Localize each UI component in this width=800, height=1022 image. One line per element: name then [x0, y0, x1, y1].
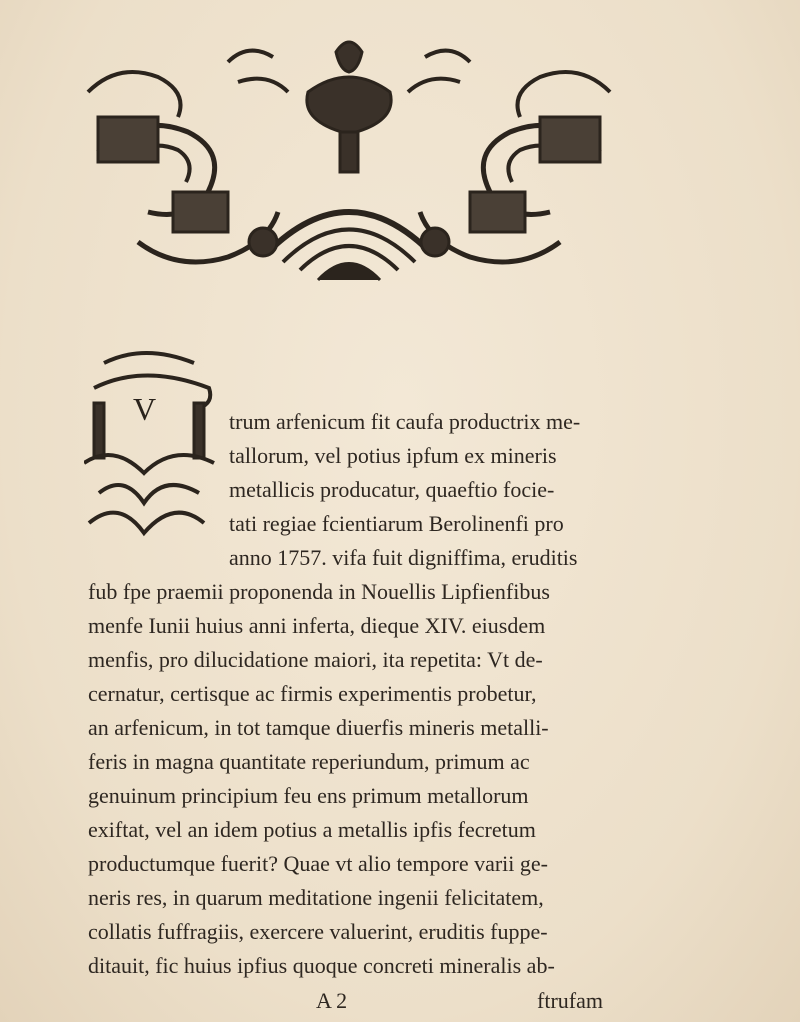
text-line: trum arfenicum fit caufa productrix me- — [229, 409, 581, 434]
text-line: collatis fuffragiis, exercere valuerint, eruditis fuppe- — [88, 919, 548, 944]
text-line: exiftat, vel an idem potius a metallis ipfis fecretum — [88, 817, 536, 842]
text-line: fub fpe praemii proponenda in Nouellis Lipfienfibus — [88, 579, 550, 604]
drop-cap-letter: V — [133, 391, 157, 427]
text-line: genuinum principium feu ens primum metallorum — [88, 783, 529, 808]
text-line: tati regiae fcientiarum Berolinenfi pro — [229, 511, 564, 536]
catchword: ftrufam — [537, 988, 603, 1013]
text-line: menfis, pro dilucidatione maiori, ita repetita: Vt de- — [88, 647, 543, 672]
drop-cap-ornament — [84, 333, 224, 558]
text-line: anno 1757. vifa fuit digniffima, eruditis — [229, 545, 578, 570]
text-line: neris res, in quarum meditatione ingenii felicitatem, — [88, 885, 544, 910]
text-line: tallorum, vel potius ipfum ex mineris — [229, 443, 557, 468]
text-line: an arfenicum, in tot tamque diuerfis mineris metalli- — [88, 715, 549, 740]
text-line: ditauit, fic huius ipfius quoque concreti mineralis ab- — [88, 953, 555, 978]
text-line: feris in magna quantitate reperiundum, primum ac — [88, 749, 530, 774]
text-line: menfe Iunii huius anni inferta, dieque XIV. eiusdem — [88, 613, 546, 638]
ornamental-headpiece — [78, 22, 620, 290]
text-line: cernatur, certisque ac firmis experimentis probetur, — [88, 681, 537, 706]
text-line: productumque fuerit? Quae vt alio tempore varii ge- — [88, 851, 548, 876]
text-line: metallicis producatur, quaeftio focie- — [229, 477, 555, 502]
signature-mark: A 2 — [316, 988, 348, 1013]
